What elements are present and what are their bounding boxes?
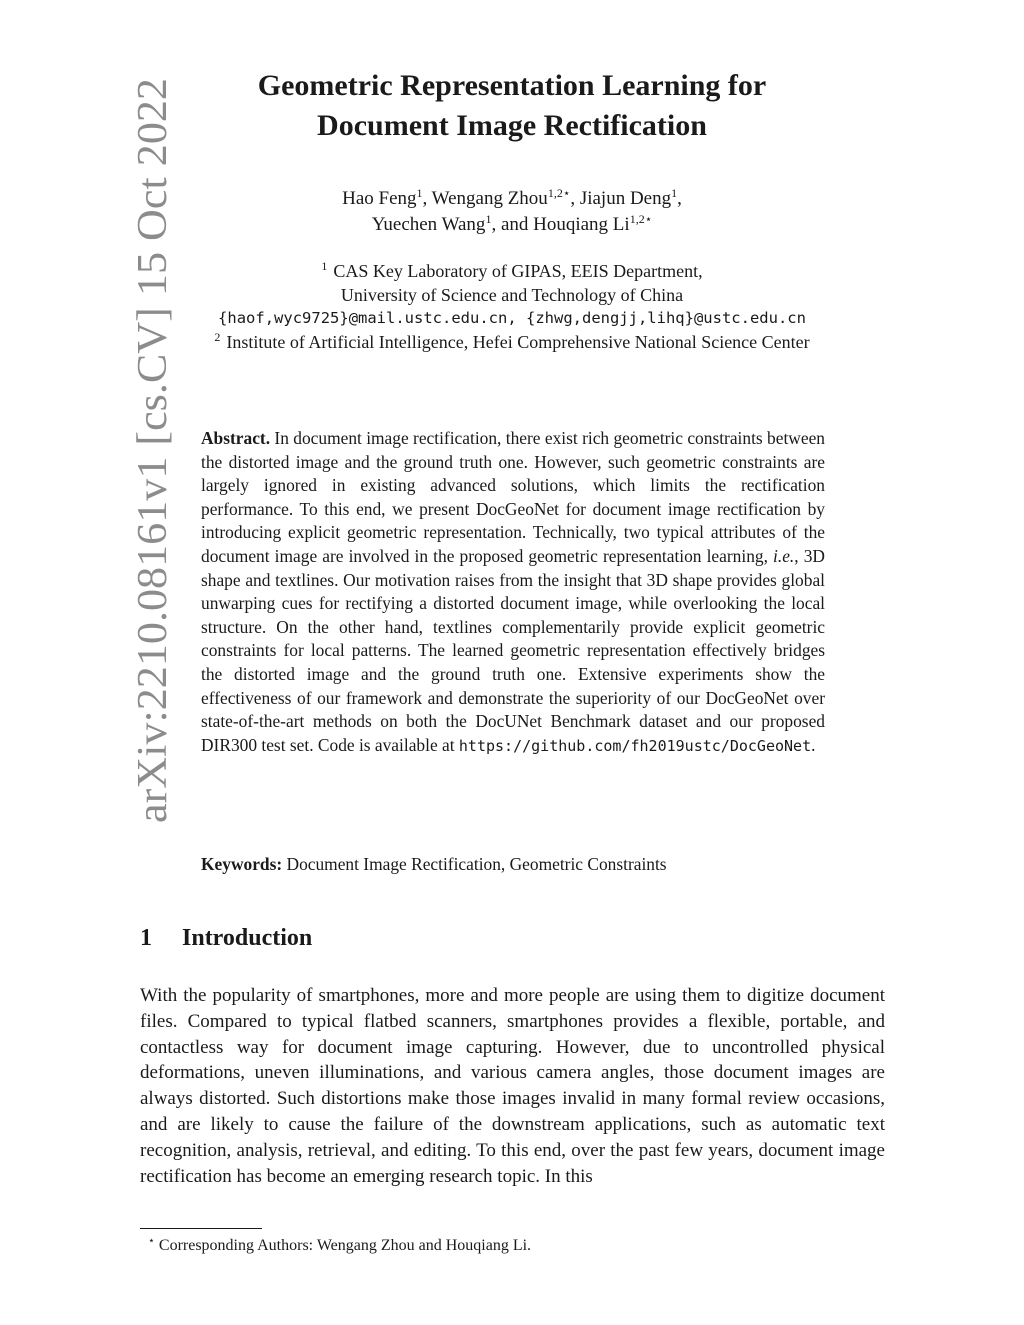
abstract-label: Abstract.: [201, 428, 271, 448]
author-sup: 1,2⋆: [629, 212, 653, 226]
footnote-text: Corresponding Authors: Wengang Zhou and Houqiang Li.: [158, 1237, 532, 1254]
author-sup: 1,2⋆: [547, 186, 571, 200]
section-number: 1: [140, 925, 152, 951]
affiliation-1-line-2: University of Science and Technology of China: [340, 284, 684, 305]
footnote: [140, 1235, 885, 1257]
affiliation-1-line-1: [140, 260, 884, 284]
author-name: Hao Feng: [342, 188, 417, 209]
affiliation-emails: {haof,wyc9725}@mail.ustc.edu.cn, {zhwg,dengjj,lihq}@ustc.edu.cn: [218, 309, 806, 327]
affiliation-sup: 2: [214, 329, 221, 344]
author-name: , and Houqiang Li: [491, 214, 630, 235]
footnote-mark: ⋆: [148, 1235, 155, 1247]
affiliation-text: CAS Key Laboratory of GIPAS, EEIS Department,: [333, 261, 703, 281]
arxiv-stamp-text: arXiv:2210.08161v1 [cs.CV] 15 Oct 2022: [130, 113, 176, 823]
abstract: [201, 427, 825, 758]
keywords-text: Document Image Rectification, Geometric Constraints: [286, 854, 667, 874]
affiliation-sup: 1: [321, 259, 328, 273]
paper-title: [140, 66, 884, 146]
code-url-link[interactable]: https://github.com/fh2019ustc/DocGeoNet: [458, 736, 812, 755]
author-list: [140, 186, 884, 238]
author-name: , Wengang Zhou: [422, 188, 548, 209]
keywords: [201, 852, 825, 876]
abstract-end: .: [811, 734, 816, 755]
intro-paragraph: With the popularity of smartphones, more and more people are using them to digitize document files. Compared to typical flatbed scanners, smartphones provides a flexible, portable, and contactless way for document image capturing. However, due to uncontrolled physical deformations, uneven illuminations, and various camera angles, those document images are always distorted. Such distortions make those images invalid in many formal review occasions, and are likely to cause the failure of the downstream applications, such as automatic text recognition, analysis, retrieval, and editing. To this end, over the past few years, document image rectification has become an emerging research topic. In this: [140, 985, 885, 1187]
author-separator: ,: [677, 188, 682, 209]
affiliation-text: Institute of Artificial Intelligence, Hefei Comprehensive National Science Center: [226, 331, 810, 352]
author-sup: 1: [485, 212, 492, 226]
keywords-label: Keywords:: [201, 854, 283, 874]
title-line-2: Document Image Rectification: [317, 109, 707, 142]
section-heading: [140, 922, 312, 954]
author-name: Yuechen Wang: [371, 214, 486, 235]
abstract-ie: i.e.: [773, 545, 795, 566]
affiliations: [140, 260, 884, 354]
abstract-text-2: , 3D shape and textlines. Our motivation raises from the insight that 3D shape provides global unwarping cues for rectifying a distorted document image, while overlooking the local structure. On the other hand, textlines complementarily provide explicit geometric constraints for local patterns. The learned geometric representation effectively bridges the distorted image and the ground truth one. Extensive experiments show the effectiveness of our framework and demonstrate the superiority of our DocGeoNet over state-of-the-art methods on both the DocUNet Benchmark dataset and our proposed DIR300 test set. Code is available at: [201, 545, 825, 755]
affiliation-2: [100, 331, 924, 355]
section-title: Introduction: [182, 925, 313, 951]
author-line-2: [140, 212, 884, 238]
abstract-text: In document image rectification, there exist rich geometric constraints between the distorted image and the ground truth one. However, such geometric constraints are largely ignored in existing advanced solutions, which limits the rectification performance. To this end, we present DocGeoNet for document image rectification by introducing explicit geometric representation. Technically, two typical attributes of the document image are involved in the proposed geometric representation learning,: [201, 428, 825, 566]
author-line-1: [140, 186, 884, 212]
footnote-rule: [140, 1228, 262, 1229]
author-sup: 1: [671, 186, 678, 200]
author-name: , Jiajun Deng: [570, 188, 672, 209]
title-line-1: Geometric Representation Learning for: [257, 69, 767, 102]
author-sup: 1: [416, 186, 423, 200]
